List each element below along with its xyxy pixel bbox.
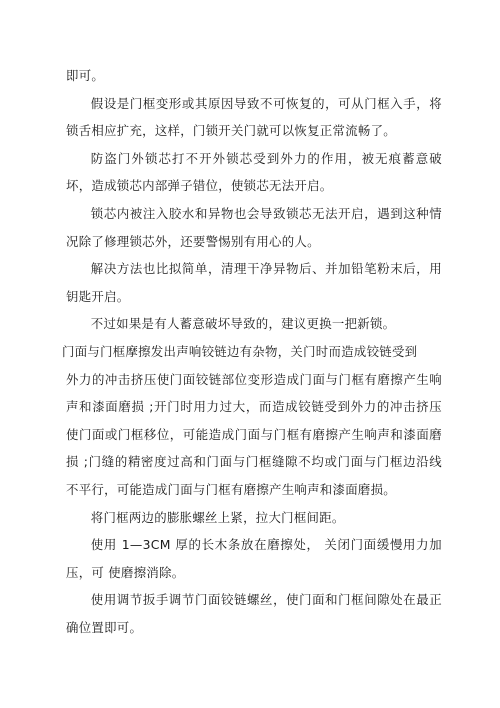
paragraph-4: 锁芯内被注入胶水和异物也会导致锁芯无法开启，遇到这种情况除了修理锁芯外，还要警惕别有用心的人。 xyxy=(66,205,442,249)
paragraph-11: 使用调节扳手调节门面铰链螺丝，使门面和门框间隙处在最正确位置即可。 xyxy=(66,592,442,635)
paragraph-9: 将门框两边的膨胀螺丝上紧，拉大门框间距。 xyxy=(90,509,345,525)
paragraph-6: 不过如果是有人蓄意破坏导致的，建议更换一把新锁。 xyxy=(90,316,396,332)
paragraph-3: 防盗门外锁芯打不开外锁芯受到外力的作用，被无痕蓄意破坏，造成锁芯内部弹子错位，使锁芯无法开启。 xyxy=(66,150,442,194)
paragraph-8: 外力的冲击挤压使门面铰链部位变形造成门面与门框有磨擦产生响声和漆面磨损 ;开门时用力过大，而造成铰链受到外力的冲击挤压使门面或门框移位，可能造成门面与门框有磨擦产生响声和漆面磨损 ;门缝的精密度过高和门面与门框缝隙不均或门面与门框边沿线不平行，可能造成门面与门框有磨擦产生响声和漆面磨损。 xyxy=(66,371,442,497)
paragraph-5: 解决方法也比拟简单，清理干净异物后、并加铅笔粉末后，用钥匙开启。 xyxy=(66,261,442,304)
paragraph-2: 假设是门框变形或其原因导致不可恢复的，可从门框入手，将锁舌相应扩充，这样，门锁开关门就可以恢复正常流畅了。 xyxy=(66,95,442,139)
paragraph-10: 使用 1—3CM 厚的长木条放在磨擦处， 关闭门面缓慢用力加压，可 使磨擦消除。 xyxy=(66,537,442,580)
paragraph-7: 门面与门框摩擦发出声响铰链边有杂物，关门时而造成铰链受到 xyxy=(62,343,418,359)
paragraph-1: 即可。 xyxy=(66,68,105,83)
